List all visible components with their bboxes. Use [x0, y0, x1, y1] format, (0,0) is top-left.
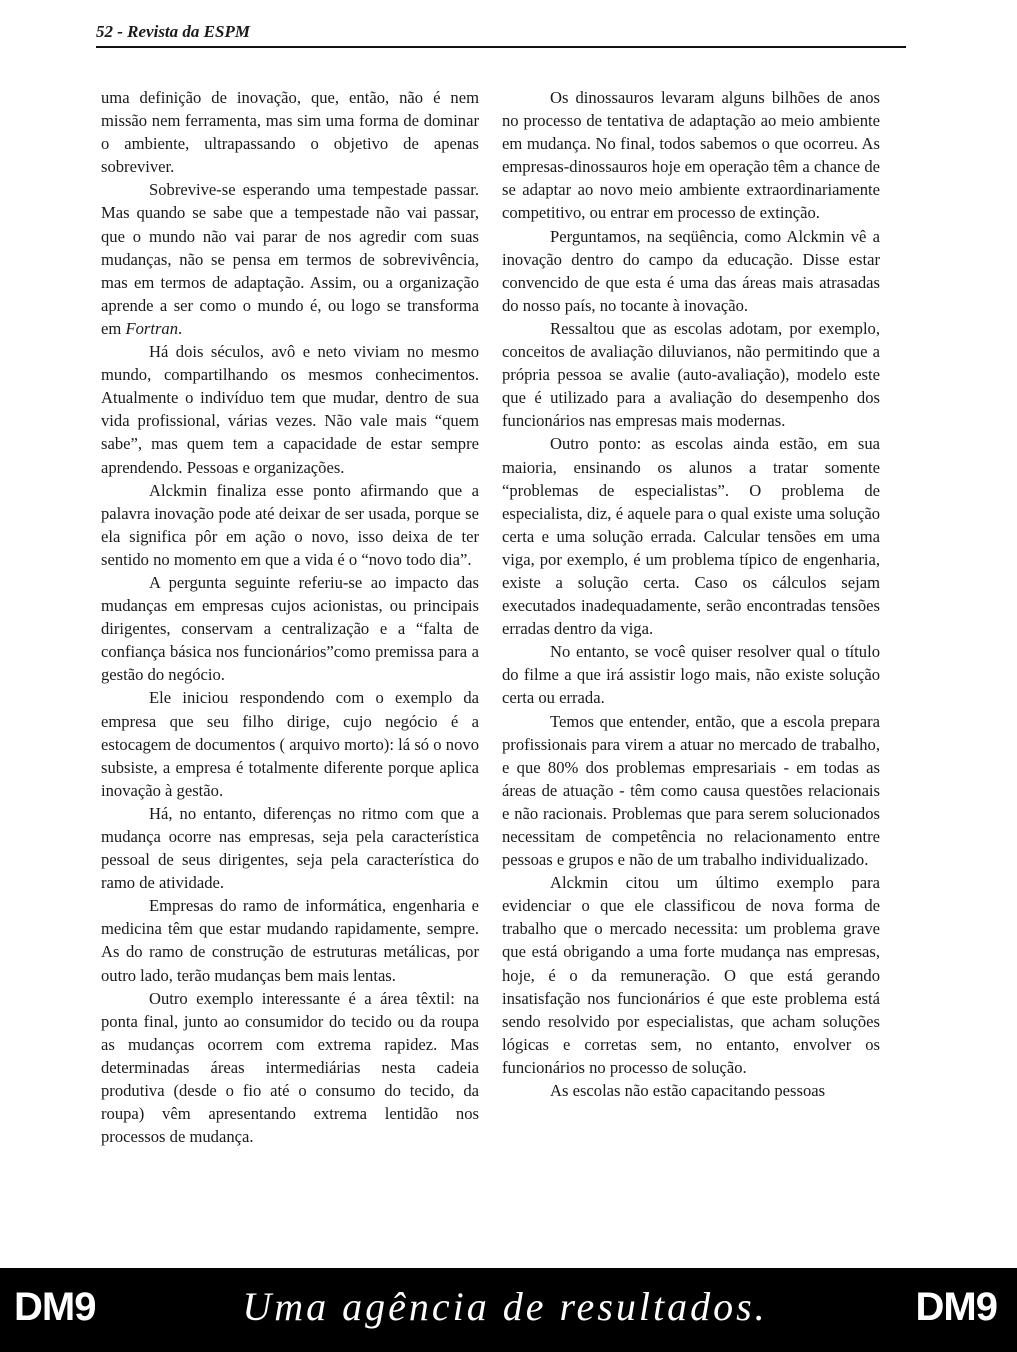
left-column	[101, 86, 479, 1148]
page-header	[96, 20, 906, 48]
paragraph: As escolas não estão capacitando pessoas	[550, 1081, 826, 1101]
paragraph: Ressaltou que as escolas adotam, por exemplo, conceitos de avaliação diluvianos, não permitindo que a própria pessoa se avalie (auto-avaliação), modelo este que é utilizado para a avaliação do desempenho dos funcionários nas empresas mais modernas.	[502, 318, 880, 431]
paragraph: Há dois séculos, avô e neto viviam no mesmo mundo, compartilhando os mesmos conhecimentos. Atualmente o indivíduo tem que mudar, dentro de sua vida profissional, várias vezes. Não vale mais “quem sabe”, mas quem tem a capacidade de estar sempre aprendendo. Pessoas e organizações.	[101, 342, 479, 477]
dm9-logo-right: DM9	[915, 1285, 997, 1329]
paragraph: Empresas do ramo de informática, engenharia e medicina têm que estar mudando rapidamente, sempre. As do ramo de construção de estruturas metálicas, por outro lado, terão mudanças bem mais lentas.	[101, 896, 479, 985]
paragraph: Ele iniciou respondendo com o exemplo da empresa que seu filho dirige, cujo negócio é a estocagem de documentos ( arquivo morto): lá só o novo subsiste, a empresa é totalmente diferente porque aplica inovação à gestão.	[101, 688, 479, 800]
paragraph: No entanto, se você quiser resolver qual o título do filme a que irá assistir logo mais, não existe solução certa ou errada.	[502, 642, 880, 708]
dm9-logo-left: DM9	[14, 1285, 96, 1329]
paragraph: Outro ponto: as escolas ainda estão, em sua maioria, ensinando os alunos a tratar somente “problemas de especialistas”. O problema de especialista, diz, é aquele para o qual existe uma solução certa e uma solução errada. Calcular tensões em uma viga, por exemplo, é um problema típico de engenharia, existe a solução certa. Caso os cálculos sejam executados inadequadamente, serão encontradas tensões erradas dentro da viga.	[502, 434, 880, 639]
advertisement-banner	[0, 1268, 1017, 1352]
paragraph: Alckmin finaliza esse ponto afirmando que a palavra inovação pode até deixar de ser usada, porque se ela significa pôr em ação o novo, isso deixa de ter sentido no momento em que a vida é o “novo todo dia”.	[101, 480, 479, 569]
ad-slogan: Uma agência de resultados.	[242, 1284, 768, 1329]
paragraph-text: Sobrevive-se esperando uma tempestade passar. Mas quando se sabe que a tempestade não vai passar, que o mundo não vai parar de nos agredir com suas mudanças, não se pensa em termos de sobrevivência, mas em termos de adaptação. Assim, ou a organização aprende a ser como o mundo é, ou logo se transforma em	[101, 180, 479, 338]
italic-term: Fortran	[125, 318, 178, 338]
paragraph: Há, no entanto, diferenças no ritmo com que a mudança ocorre nas empresas, seja pela característica pessoal de seus dirigentes, seja pela característica do ramo de atividade.	[101, 803, 479, 893]
paragraph: A pergunta seguinte referiu-se ao impacto das mudanças em empresas cujos acionistas, ou principais dirigentes, conservam a centralização e a “falta de confiança básica nos funcionários”como premissa para a gestão do negócio.	[101, 572, 479, 685]
running-header-title: 52 - Revista da ESPM	[96, 22, 250, 41]
paragraph: uma definição de inovação, que, então, não é nem missão nem ferramenta, mas sim uma forma de dominar o ambiente, ultrapassando o objetivo de apenas sobreviver.	[101, 88, 479, 177]
paragraph: Alckmin citou um último exemplo para evidenciar o que ele classificou de nova forma de trabalho que o mercado necessita: um problema grave que está obrigando a uma forte mudança nas empresas, hoje, é o da remuneração. O que está gerando insatisfação nos funcionários é que este problema está sendo resolvido por especialistas, que acham soluções lógicas e corretas sem, no entanto, envolver os funcionários no processo de solução.	[502, 873, 880, 1077]
paragraph: Outro exemplo interessante é a área têxtil: na ponta final, junto ao consumidor do tecido ou da roupa as mudanças ocorrem com extrema rapidez. Mas determinadas áreas intermediárias nesta cadeia produtiva (desde o fio até o consumo do tecido, da roupa) vêm apresentando extrema lentidão nos processos de mudança.	[101, 988, 479, 1147]
right-column	[502, 86, 880, 1102]
italic-term-suffix: .	[178, 318, 183, 338]
paragraph: Os dinossauros levaram alguns bilhões de anos no processo de tentativa de adaptação ao meio ambiente em mudança. No final, todos sabemos o que ocorreu. As empresas-dinossauros hoje em operação têm a chance de se adaptar ao novo meio ambiente extraordinariamente competitivo, ou entrar em processo de extinção.	[502, 88, 880, 223]
paragraph: Temos que entender, então, que a escola prepara profissionais para virem a atuar no mercado de trabalho, e que 80% dos problemas empresariais - em todas as áreas de atuação - têm como causa questões relacionais e não racionais. Problemas que para serem solucionados necessitam de competência no relacionamento entre pessoas e grupos e não de um trabalho individualizado.	[502, 711, 880, 870]
paragraph	[101, 178, 479, 340]
paragraph: Perguntamos, na seqüência, como Alckmin vê a inovação dentro do campo da educação. Disse estar convencido de que esta é uma das áreas mais atrasadas do nosso país, no tocante à inovação.	[502, 226, 880, 315]
